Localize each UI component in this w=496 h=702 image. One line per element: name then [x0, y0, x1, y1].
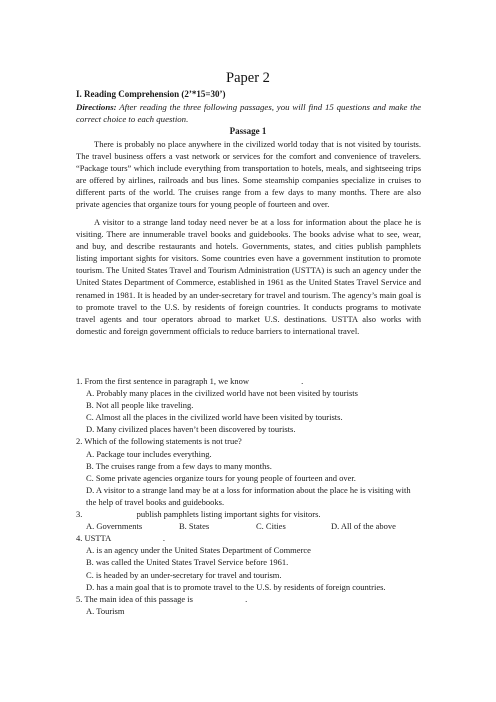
stem-text-end: publish pamphlets listing important sights for visitors.	[134, 509, 321, 520]
option-c: C. Almost all the places in the civilized world have been visited by tourists.	[86, 412, 343, 423]
stem-text: 1. From the first sentence in paragraph 1, we know	[76, 376, 252, 386]
passage-paragraph-2: A visitor to a strange land today need never be at a loss for information about the place he is visiting. There are innumerable travel books and guidebooks. The books advise what to see, wear, and buy, and describe restaurants and hotels. Governments, states, and cities publish pamphlets listing important sights for visitors. Some countries even have a government institution to promote tourism. The United States Travel and Tourism Administration (USTTA) is such an agency under the United States Department of Commerce, established in 1961 as the United States Travel Service and renamed in 1981. It is headed by an under-secretary for travel and tourism. The agency’s main goal is to promote travel to the U.S. by residents of foreign countries. It conducts programs to motivate travel agents and tour operators abroad to market U.S. destinations. USTTA also works with domestic and foreign government officials to reduce barriers to international travel.	[76, 217, 421, 336]
directions	[76, 101, 421, 125]
directions-text: After reading the three following passages, you will find 15 questions and make the correct choice to each question.	[76, 102, 421, 124]
option-b: B. was called the United States Travel Service before 1961.	[86, 557, 289, 568]
question-stem	[76, 593, 421, 605]
option-c: C. Cities	[256, 521, 286, 532]
option-d: D. All of the above	[331, 521, 396, 532]
option-b: B. States	[179, 521, 210, 532]
question-stem	[76, 375, 421, 387]
stem-text: 4. USTTA	[76, 533, 113, 544]
option-c: C. is headed by an under-secretary for travel and tourism.	[86, 569, 282, 580]
stem-text-end: .	[162, 533, 165, 544]
option-d: D. Many civilized places haven’t been discovered by tourists.	[86, 424, 296, 435]
option-b: B. The cruises range from a few days to many months.	[86, 460, 272, 471]
question-stem	[76, 508, 421, 520]
question-stem	[76, 532, 421, 544]
question-list	[76, 375, 421, 617]
option-a: A. Package tour includes everything.	[86, 448, 212, 459]
option-b: B. Not all people like traveling.	[86, 400, 194, 411]
option-a: A. Probably many places in the civilized world have not been visited by tourists	[86, 388, 358, 399]
question-4	[76, 532, 421, 592]
option-d: D. has a main goal that is to promote travel to the U.S. by residents of foreign countries.	[86, 581, 386, 592]
question-5	[76, 593, 421, 617]
question-3	[76, 508, 421, 532]
question-2	[76, 435, 421, 508]
option-d: D. A visitor to a strange land may be at a loss for information about the place he is visiting with the help of travel books and guidebooks.	[86, 484, 411, 507]
stem-text: 3.	[76, 509, 85, 520]
stem-text-end: .	[245, 593, 248, 604]
page-title: Paper 2	[226, 70, 270, 86]
passage-title: Passage 1	[229, 126, 267, 136]
directions-label: Directions:	[76, 102, 117, 112]
option-a: A. Governments	[86, 521, 143, 532]
question-stem: 2. Which of the following statements is not true?	[76, 436, 242, 447]
option-a: A. is an agency under the United States Department of Commerce	[86, 545, 311, 556]
passage-paragraph-1: There is probably no place anywhere in the civilized world today that is not visited by tourists. The travel business offers a vast network or services for the comfort and convenience of travelers. “Package tours” which include everything from transportation to hotels, meals, and sightseeing trips are offered by airlines, railroads and bus lines. Some steamship companies specialize in cruises to different parts of the world. The cruises range from a few days to many months. There are also private agencies that organize tours for young people of fourteen and over.	[76, 139, 421, 210]
inline-options	[76, 520, 421, 532]
stem-text: 5. The main idea of this passage is	[76, 593, 196, 604]
option-c: C. Some private agencies organize tours for young people of fourteen and over.	[86, 472, 356, 483]
option-a: A. Tourism	[86, 605, 125, 616]
stem-text-end: .	[301, 376, 304, 386]
question-1	[76, 375, 421, 435]
section-heading: I. Reading Comprehension (2’*15=30’)	[76, 89, 226, 99]
